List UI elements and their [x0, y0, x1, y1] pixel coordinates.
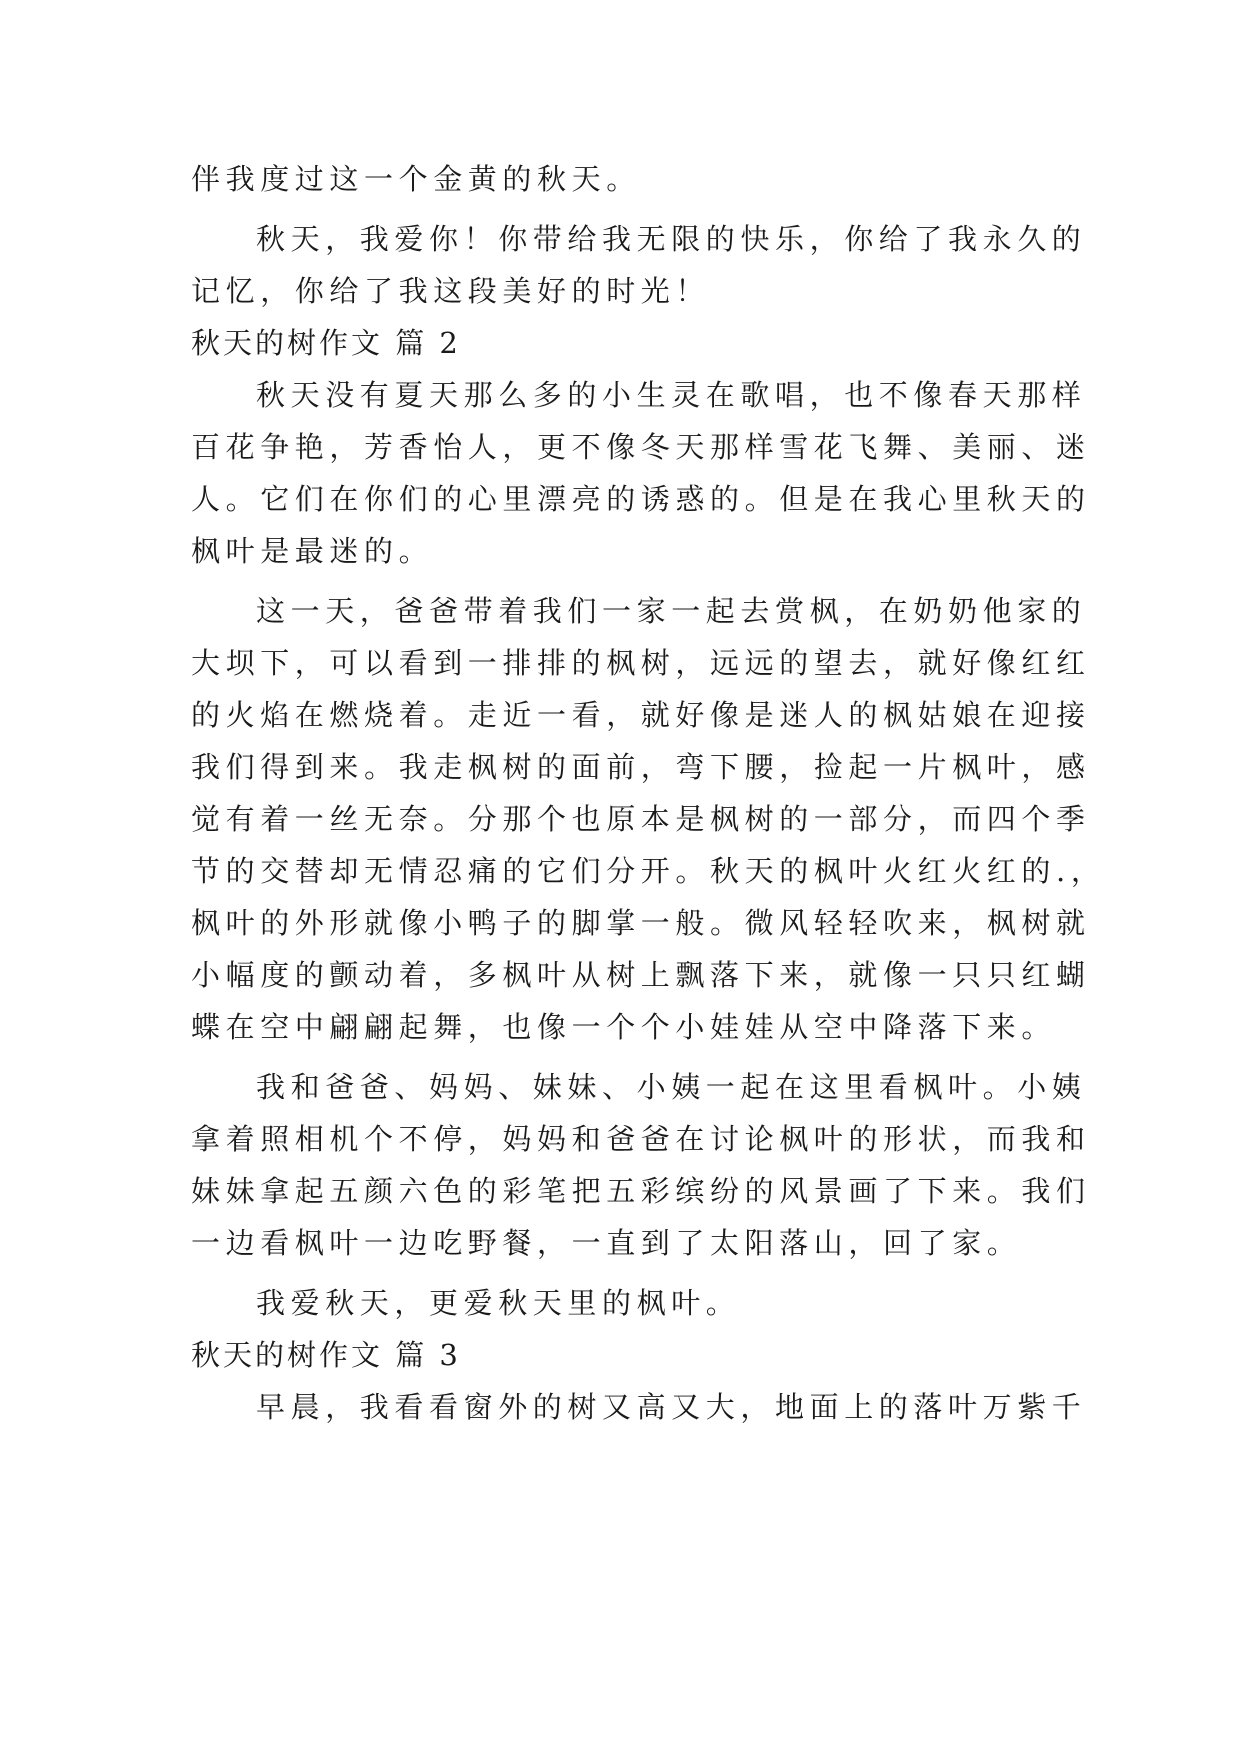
paragraph-line: 枫叶的外形就像小鸭子的脚掌一般。微风轻轻吹来，枫树就: [191, 906, 1091, 940]
paragraph-line: 一边看枫叶一边吃野餐，一直到了太阳落山，回了家。: [191, 1226, 1022, 1260]
paragraph-line: 人。它们在你们的心里漂亮的诱惑的。但是在我心里秋天的: [191, 482, 1091, 516]
document-body: [191, 160, 1106, 1427]
paragraph-line: 这一天，爸爸带着我们一家一起去赏枫，在奶奶他家的: [256, 594, 1087, 628]
paragraph-line: 拿着照相机个不停，妈妈和爸爸在讨论枫叶的形状，而我和: [191, 1122, 1091, 1156]
section-heading: 秋天的树作文 篇 3: [191, 1338, 461, 1372]
paragraph-line: 觉有着一丝无奈。分那个也原本是枫树的一部分，而四个季: [191, 802, 1091, 836]
section-heading: 秋天的树作文 篇 2: [191, 326, 461, 360]
paragraph-line: 蝶在空中翩翩起舞，也像一个个小娃娃从空中降落下来。: [191, 1010, 1057, 1044]
paragraph-line: 秋天，我爱你！你带给我无限的快乐，你给了我永久的: [256, 222, 1087, 256]
paragraph-line: 早晨，我看看窗外的树又高又大，地面上的落叶万紫千: [256, 1390, 1087, 1424]
paragraph-line: 我们得到来。我走枫树的面前，弯下腰，捡起一片枫叶，感: [191, 750, 1091, 784]
paragraph-line: 节的交替却无情忍痛的它们分开。秋天的枫叶火红火红的.，: [191, 854, 1106, 888]
paragraph-line: 我和爸爸、妈妈、妹妹、小姨一起在这里看枫叶。小姨: [256, 1070, 1087, 1104]
paragraph-line: 枫叶是最迷的。: [191, 534, 434, 568]
paragraph-line: 秋天没有夏天那么多的小生灵在歌唱，也不像春天那样: [256, 378, 1087, 412]
paragraph-line: 的火焰在燃烧着。走近一看，就好像是迷人的枫姑娘在迎接: [191, 698, 1091, 732]
paragraph-line: 大坝下，可以看到一排排的枫树，远远的望去，就好像红红: [191, 646, 1091, 680]
paragraph-line: 百花争艳，芳香怡人，更不像冬天那样雪花飞舞、美丽、迷: [191, 430, 1091, 464]
paragraph-line: 妹妹拿起五颜六色的彩笔把五彩缤纷的风景画了下来。我们: [191, 1174, 1091, 1208]
paragraph-line: 小幅度的颤动着，多枫叶从树上飘落下来，就像一只只红蝴: [191, 958, 1091, 992]
paragraph-line: 记忆，你给了我这段美好的时光！: [191, 274, 711, 308]
paragraph-line: 伴我度过这一个金黄的秋天。: [191, 162, 641, 196]
paragraph-line: 我爱秋天，更爱秋天里的枫叶。: [256, 1286, 741, 1320]
